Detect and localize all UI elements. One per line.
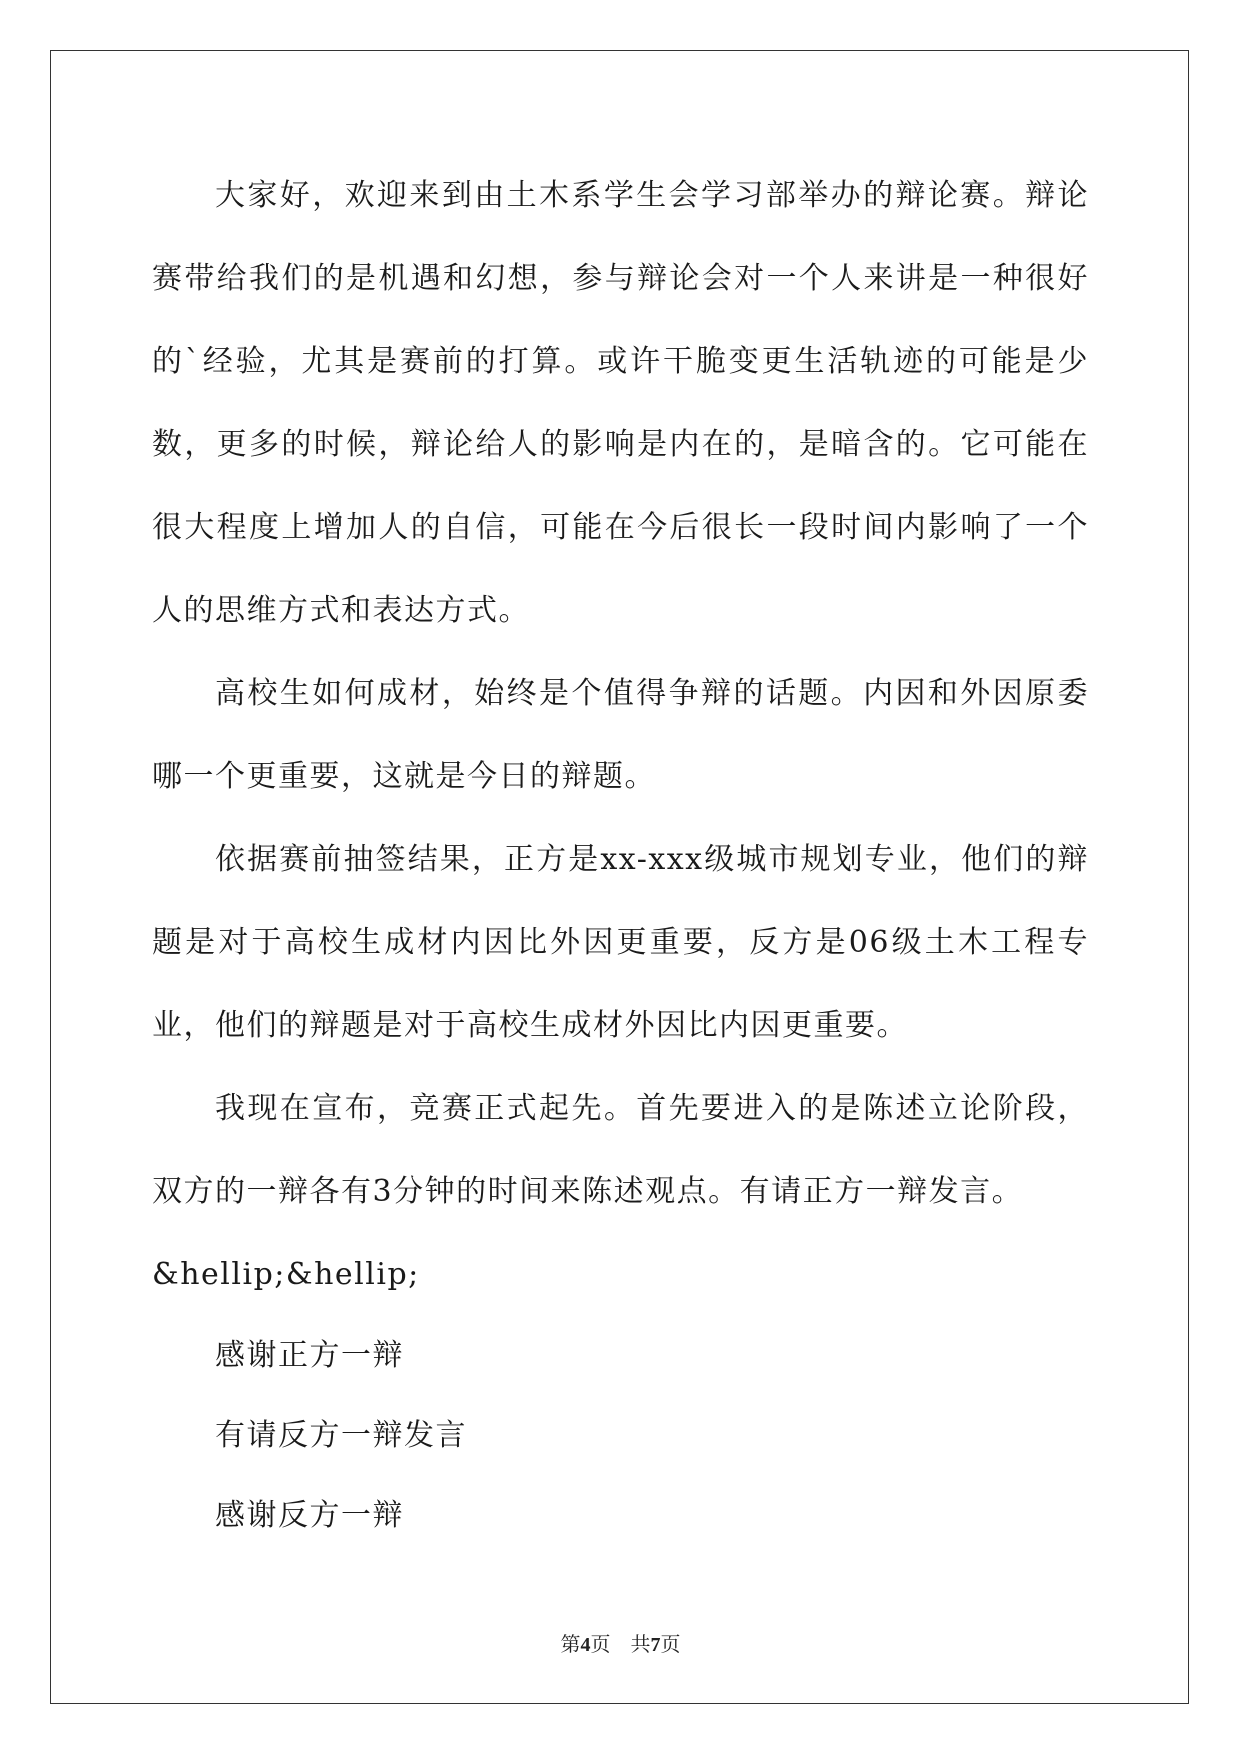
- current-page-number: 4: [580, 1634, 591, 1656]
- short-line-1: 感谢正方一辩: [215, 1338, 404, 1373]
- footer-suffix: 页: [590, 1634, 611, 1656]
- footer-total-suffix: 页: [660, 1634, 681, 1656]
- short-line-2: 有请反方一辩发言: [215, 1418, 467, 1453]
- footer-total-prefix: 共: [630, 1634, 651, 1656]
- paragraph-topic: 高校生如何成材，始终是个值得争辩的话题。内因和外因原委哪一个更重要，这就是今日的辩题。: [152, 676, 1089, 794]
- footer-prefix: 第: [560, 1634, 581, 1656]
- document-body: [152, 154, 1089, 1556]
- page-footer: [0, 1628, 1241, 1657]
- total-page-number: 7: [650, 1634, 661, 1656]
- paragraph-teams: 依据赛前抽签结果，正方是xx-xxx级城市规划专业，他们的辩题是对于高校生成材内因比外因更重要，反方是06级土木工程专业，他们的辩题是对于高校生成材外因比内因更重要。: [152, 842, 1089, 1043]
- short-line-3: 感谢反方一辩: [215, 1498, 404, 1533]
- ellipsis-line: &hellip;&hellip;: [152, 1257, 420, 1292]
- paragraph-start: 我现在宣布，竞赛正式起先。首先要进入的是陈述立论阶段，双方的一辩各有3分钟的时间来陈述观点。有请正方一辩发言。: [152, 1091, 1089, 1209]
- paragraph-intro: 大家好，欢迎来到由土木系学生会学习部举办的辩论赛。辩论赛带给我们的是机遇和幻想，参与辩论会对一个人来讲是一种很好的`经验，尤其是赛前的打算。或许干脆变更生活轨迹的可能是少数，更多的时候，辩论给人的影响是内在的，是暗含的。它可能在很大程度上增加人的自信，可能在今后很长一段时间内影响了一个人的思维方式和表达方式。: [152, 178, 1089, 628]
